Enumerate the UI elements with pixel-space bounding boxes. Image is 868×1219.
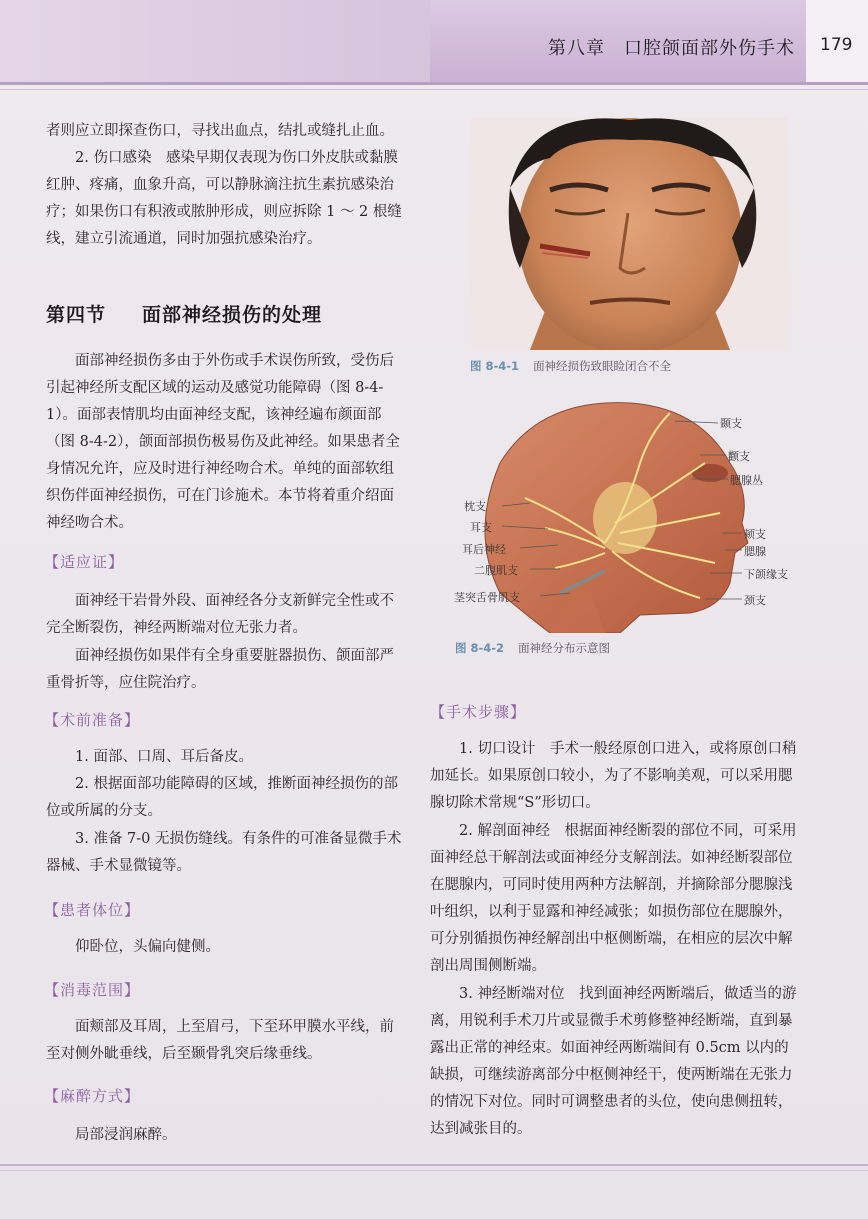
paragraph-position: 仰卧位，头偏向健侧。	[75, 939, 220, 955]
label-stylohyoid: 茎突舌骨肌支	[454, 591, 520, 604]
paragraph-infection: 2. 伤口感染 感染早期仅表现为伤口外皮肤或黏膜红肿、疼痛，血象升高，可以静脉滴注抗生素抗感染治疗；如果伤口有积液或脓肿形成，则应拆除 1 ～ 2 根缝线，建立引流通道，同时加强抗感染治疗。	[46, 150, 402, 247]
paragraph-preop-2: 2. 根据面部功能障碍的区域，推断面神经损伤的部位或所属的分支。	[46, 776, 398, 819]
footer-rule	[0, 1164, 868, 1166]
tag-position: 【患者体位】	[44, 901, 141, 919]
paragraph-intro: 面部神经损伤多由于外伤或手术误伤所致，受伤后引起神经所支配区域的运动及感觉功能障碍（图 8-4-1）。面部表情肌均由面神经支配，该神经遍布颜面部（图 8-4-2），颌面部损伤极易伤及此神经。如果患者全身情况允许，应及时进行神经吻合术。单纯的面部软组织伤伴面神经损伤，可在门诊施术。本节将着重介绍面神经吻合术。	[46, 353, 400, 531]
figure-8-4-2-number: 图 8-4-2	[455, 641, 505, 655]
label-mandibular: 下颌缘支	[744, 568, 788, 581]
label-temporal: 颞支	[720, 417, 742, 430]
chapter-title: 第八章 口腔颌面部外伤手术	[548, 38, 795, 59]
tag-surgical-steps: 【手术步骤】	[430, 703, 527, 721]
label-auricular: 耳支	[470, 521, 492, 534]
section-title: 面部神经损伤的处理	[142, 304, 323, 326]
figure-8-4-2-caption	[455, 640, 610, 656]
label-digastric: 二腹肌支	[474, 564, 518, 577]
header-band	[0, 0, 430, 82]
label-zygomatic: 颧支	[728, 450, 750, 463]
tag-preop: 【术前准备】	[44, 711, 141, 729]
label-parotid: 腮腺	[744, 545, 766, 558]
figure-8-4-2-illustration	[430, 393, 810, 633]
section-heading	[46, 300, 322, 327]
tag-indication: 【适应证】	[44, 553, 125, 571]
paragraph-indication-1: 面神经干岩骨外段、面神经各分支新鲜完全性或不完全断裂伤，神经两断端对位无张力者。	[46, 593, 394, 636]
paragraph-bleeding-end: 者则应立即探查伤口，寻找出血点，结扎或缝扎止血。	[46, 123, 394, 139]
paragraph-disinfection: 面颊部及耳周，上至眉弓，下至环甲膜水平线，前至对侧外眦垂线，后至颞骨乳突后缘垂线。	[46, 1019, 394, 1062]
footer-rule-thin	[0, 1170, 868, 1171]
paragraph-indication-2: 面神经损伤如果伴有全身重要脏器损伤、颌面部严重骨折等，应住院治疗。	[46, 648, 394, 691]
figure-8-4-1-text: 面神经损伤致眼睑闭合不全	[533, 359, 672, 373]
patient-face-illustration	[470, 118, 788, 350]
label-parotid-plexus: 腮腺丛	[730, 474, 763, 487]
tag-disinfection: 【消毒范围】	[44, 981, 141, 999]
page-number: 179	[820, 35, 853, 55]
label-occipital: 枕支	[464, 500, 486, 513]
label-cervical: 颈支	[744, 594, 766, 607]
figure-8-4-1-number: 图 8-4-1	[470, 359, 520, 373]
paragraph-preop-1: 1. 面部、口周、耳后备皮。	[75, 749, 253, 765]
page-number-box	[806, 0, 868, 82]
paragraph-anesthesia: 局部浸润麻醉。	[75, 1127, 177, 1143]
paragraph-preop-3: 3. 准备 7-0 无损伤缝线。有条件的可准备显微手术器械、手术显微镜等。	[46, 831, 402, 874]
figure-8-4-1-photo	[470, 118, 788, 350]
tag-anesthesia: 【麻醉方式】	[44, 1087, 141, 1105]
paragraph-step-3: 3. 神经断端对位 找到面神经两断端后，做适当的游离，用锐利手术刀片或显微手术剪修整神经断端，直到暴露出正常的神经束。如面神经两断端间有 0.5cm 以内的缺损，可继续游离部分中枢侧神经干，使两断端在无张力的情况下对位。同时可调整患者的头位，使向患侧扭转，达到减张目的。	[430, 986, 797, 1137]
header-rule-thin	[0, 89, 868, 90]
figure-8-4-1-caption	[470, 358, 671, 374]
paragraph-step-2: 2. 解剖面神经 根据面神经断裂的部位不同，可采用面神经总干解剖法或面神经分支解剖法。如神经断裂部位在腮腺内，可同时使用两种方法解剖，并摘除部分腮腺浅叶组织，以利于显露和神经减张；如损伤部位在腮腺外，可分别循损伤神经解剖出中枢侧断端，在相应的层次中解剖出周围侧断端。	[430, 823, 797, 974]
section-number: 第四节	[46, 304, 107, 326]
label-post-auricular: 耳后神经	[462, 543, 506, 556]
page-header	[0, 0, 868, 82]
label-buccal: 颊支	[744, 528, 766, 541]
paragraph-step-1: 1. 切口设计 手术一般经原创口进入，或将原创口稍加延长。如果原创口较小，为了不影响美观，可以采用腮腺切除术常规“S”形切口。	[430, 741, 797, 811]
header-rule	[0, 82, 868, 85]
figure-8-4-2-text: 面神经分布示意图	[518, 641, 611, 655]
